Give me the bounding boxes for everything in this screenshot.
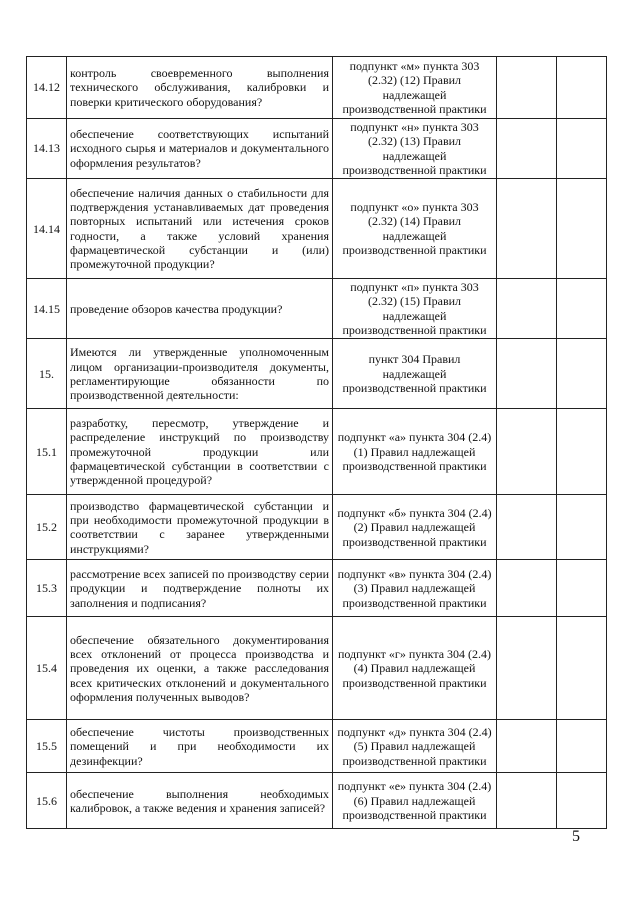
row-number: 15.3 xyxy=(27,560,67,617)
table-row xyxy=(27,339,607,409)
answer-cell[interactable] xyxy=(497,773,557,829)
answer-cell[interactable] xyxy=(497,617,557,720)
table-row xyxy=(27,720,607,773)
row-number: 15.5 xyxy=(27,720,67,773)
reference-cell: подпункт «д» пункта 304 (2.4) (5) Правил надлежащей производственной практики xyxy=(333,720,497,773)
question-cell: Имеются ли утвержденные уполномоченным лицом организации-производителя документы, регламентирующие обязанности по производственной деятельности: xyxy=(67,339,333,409)
page-number: 5 xyxy=(572,828,580,845)
note-cell[interactable] xyxy=(557,179,607,279)
reference-cell: пункт 304 Правил надлежащей производственной практики xyxy=(333,339,497,409)
table-row xyxy=(27,495,607,560)
question-cell: производство фармацевтической субстанции и при необходимости промежуточной продукции в соответствии с заранее утвержденными инструкциями? xyxy=(67,495,333,560)
question-cell: обеспечение выполнения необходимых калибровок, а также ведения и хранения записей? xyxy=(67,773,333,829)
row-number: 15. xyxy=(27,339,67,409)
note-cell[interactable] xyxy=(557,279,607,339)
reference-cell: подпункт «е» пункта 304 (2.4) (6) Правил надлежащей производственной практики xyxy=(333,773,497,829)
answer-cell[interactable] xyxy=(497,119,557,179)
table-row xyxy=(27,279,607,339)
question-cell: разработку, пересмотр, утверждение и распределение инструкций по производству промежуточной продукции или фармацевтической субстанции в соответствии с утвержденной процедурой? xyxy=(67,409,333,495)
reference-cell: подпункт «в» пункта 304 (2.4) (3) Правил надлежащей производственной практики xyxy=(333,560,497,617)
note-cell[interactable] xyxy=(557,409,607,495)
answer-cell[interactable] xyxy=(497,720,557,773)
question-cell: рассмотрение всех записей по производству серии продукции и подтверждение полноты их заполнения и подписания? xyxy=(67,560,333,617)
note-cell[interactable] xyxy=(557,495,607,560)
row-number: 15.2 xyxy=(27,495,67,560)
note-cell[interactable] xyxy=(557,560,607,617)
reference-cell: подпункт «м» пункта 303 (2.32) (12) Правил надлежащей производственной практики xyxy=(333,57,497,119)
answer-cell[interactable] xyxy=(497,279,557,339)
table-row xyxy=(27,179,607,279)
table-row xyxy=(27,57,607,119)
reference-cell: подпункт «н» пункта 303 (2.32) (13) Правил надлежащей производственной практики xyxy=(333,119,497,179)
table-row xyxy=(27,617,607,720)
answer-cell[interactable] xyxy=(497,409,557,495)
answer-cell[interactable] xyxy=(497,179,557,279)
answer-cell[interactable] xyxy=(497,339,557,409)
reference-cell: подпункт «п» пункта 303 (2.32) (15) Правил надлежащей производственной практики xyxy=(333,279,497,339)
note-cell[interactable] xyxy=(557,617,607,720)
answer-cell[interactable] xyxy=(497,560,557,617)
question-cell: обеспечение наличия данных о стабильности для подтверждения устанавливаемых дат проведения повторных испытаний или истечения сроков годности, а также условий хранения фармацевтической субстанции и (или) промежуточной продукции? xyxy=(67,179,333,279)
row-number: 14.14 xyxy=(27,179,67,279)
row-number: 14.13 xyxy=(27,119,67,179)
answer-cell[interactable] xyxy=(497,495,557,560)
note-cell[interactable] xyxy=(557,57,607,119)
question-cell: проведение обзоров качества продукции? xyxy=(67,279,333,339)
table-row xyxy=(27,560,607,617)
row-number: 14.15 xyxy=(27,279,67,339)
checklist-table xyxy=(26,56,607,829)
table-row xyxy=(27,119,607,179)
question-cell: обеспечение соответствующих испытаний исходного сырья и материалов и документального оформления результатов? xyxy=(67,119,333,179)
question-cell: обеспечение обязательного документирования всех отклонений от процесса производства и проведения их оценки, а также расследования всех критических отклонений и документального оформления полученных выводов? xyxy=(67,617,333,720)
reference-cell: подпункт «б» пункта 304 (2.4) (2) Правил надлежащей производственной практики xyxy=(333,495,497,560)
note-cell[interactable] xyxy=(557,119,607,179)
table-row xyxy=(27,409,607,495)
note-cell[interactable] xyxy=(557,773,607,829)
row-number: 15.6 xyxy=(27,773,67,829)
reference-cell: подпункт «о» пункта 303 (2.32) (14) Правил надлежащей производственной практики xyxy=(333,179,497,279)
answer-cell[interactable] xyxy=(497,57,557,119)
note-cell[interactable] xyxy=(557,720,607,773)
row-number: 15.4 xyxy=(27,617,67,720)
row-number: 14.12 xyxy=(27,57,67,119)
question-cell: обеспечение чистоты производственных помещений и при необходимости их дезинфекции? xyxy=(67,720,333,773)
question-cell: контроль своевременного выполнения технического обслуживания, калибровки и поверки критического оборудования? xyxy=(67,57,333,119)
reference-cell: подпункт «г» пункта 304 (2.4) (4) Правил надлежащей производственной практики xyxy=(333,617,497,720)
table-row xyxy=(27,773,607,829)
row-number: 15.1 xyxy=(27,409,67,495)
reference-cell: подпункт «а» пункта 304 (2.4) (1) Правил надлежащей производственной практики xyxy=(333,409,497,495)
note-cell[interactable] xyxy=(557,339,607,409)
